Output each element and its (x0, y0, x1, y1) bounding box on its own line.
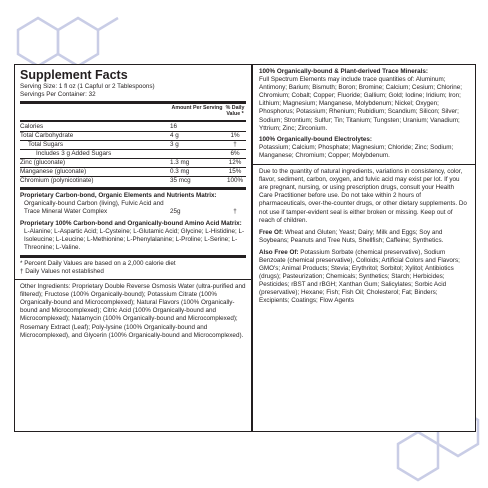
nutrient-dv: 100% (226, 177, 244, 185)
nutrient-name: Manganese (gluconate) (20, 168, 87, 176)
supplement-facts-title: Supplement Facts (20, 68, 128, 82)
table-row (20, 140, 246, 149)
carbon-matrix-description: Organically-bound Carbon (living), Fulvic Acid and Trace Mineral Water Complex (24, 200, 164, 216)
nutrient-dv: 12% (228, 158, 242, 166)
carbon-matrix-title: Proprietary Carbon-bond, Organic Elements and Nutrients Matrix: (20, 192, 217, 200)
nutrient-dv: 6% (230, 149, 240, 157)
nutrient-name: Total Sugars (28, 140, 64, 148)
nutrient-amount: 1.3 mg (170, 158, 190, 166)
ingredients-info-panel (252, 64, 476, 432)
nutrient-name: Includes 3 g Added Sugars (36, 149, 112, 157)
nutrient-amount (170, 150, 224, 158)
free-of-label: Free Of: (259, 228, 284, 236)
also-free-of-label: Also Free Of: (259, 248, 299, 256)
nutrient-dv: 1% (230, 131, 240, 139)
carbon-matrix-dv: † (233, 208, 237, 216)
nutrient-name: Chromium (polynicotinate) (20, 177, 94, 185)
also-free-of-text: Potassium Sorbate (chemical preservative), Sodium Benzoate (chemical preservative), Colloids; Artificial Colors and Flavors; GMO's; Animal Products; Stevia; Erythritol; Sorbitol; Xylitol; Antibiotics (drugs); Pasteurization; Chemicals; Synthetics; Starch; Herbicides; Pesticides; rBST and rBGH; Xanthan Gum; Salicylates; Sorbic Acid (preservative); Hexane; Fish; Fish Oil; Cholesterol; Fat; Binders; Excipients; Coatings; Flow Agents (259, 248, 460, 305)
nutrient-amount: 0.3 mg (170, 168, 190, 176)
warning-text: Due to the quantity of natural ingredients, variations in consistency, color, flavor, sediment, carbon, oxygen, and fulvic acid may exist per lot. If you are pregnant, nursing, or using prescription drugs, consult your Health Care Practitioner before use. Do not take within 2 hours of pharmaceuticals, over-the-counter drugs, or other dietary supplements. Do not use if tamper-evident seal is either broken or missing. Keep out of reach of children. (259, 168, 467, 224)
daily-value-header: % Daily Value * (225, 105, 245, 118)
footnote-not-established: † Daily Values not established (20, 268, 104, 275)
trace-minerals-title: 100% Organically-bound & Plant-derived Trace Minerals: (259, 68, 429, 75)
facts-table (20, 120, 246, 186)
nutrient-amount: 35 mcg (170, 177, 191, 185)
free-of-text: Wheat and Gluten; Yeast; Dairy; Milk and Eggs; Soy and Soybeans; Peanuts and Tree Nuts, Shellfish; Caffeine; Synthetics. (259, 228, 444, 244)
table-row (20, 158, 246, 167)
amino-acid-list: L-Alanine; L-Aspartic Acid; L-Cysteine; L-Glutamic Acid; Glycine; L-Histidine; L-Isoleucine; L-Leucine; L-Methionine; L-Phenylalanine; L-Proline; L-Serine; L-Threonine; L-Valine. (24, 227, 245, 251)
table-row (20, 131, 246, 140)
table-row (20, 167, 246, 176)
table-row (20, 176, 246, 185)
nutrient-name: Zinc (gluconate) (20, 158, 66, 166)
trace-minerals-text: Full Spectrum Elements may include trace quantities of: Aluminum; Antimony; Barium; Bismuth; Boron; Bromine; Calcium; Cesium; Chlorine; Chromium; Cobalt; Copper; Fluoride; Gallium; Gold; Iodine; Iridium; Iron; Lithium; Magnesium; Manganese, Molybdenum; Nickel; Oxygen; Phosphorus; Potassium; Rhenium; Rubidium; Scandium; Silicon; Silver; Sodium; Strontium; Sulfur; Tin; Titanium; Tungsten; Uranium; Vanadium; Yttrium; Zinc; Zirconium. (259, 76, 462, 132)
carbon-matrix-amount: 25g (170, 208, 181, 216)
table-row (20, 149, 246, 158)
nutrient-dv: 15% (228, 168, 242, 176)
supplement-facts-panel (14, 64, 252, 432)
electrolytes-text: Potassium; Calcium; Phosphate; Magnesium; Chloride; Zinc; Sodium; Manganese; Chromium; Copper; Molybdenum. (259, 143, 454, 159)
nutrient-dv (224, 123, 246, 131)
nutrient-name: Calories (20, 122, 44, 130)
electrolytes-title: 100% Organically-bound Electrolytes: (259, 135, 373, 143)
amount-per-serving-header: Amount Per Serving (171, 105, 223, 112)
nutrient-name: Total Carbohydrate (20, 131, 74, 139)
other-ingredients: Other Ingredients: Proprietary Double Reverse Osmosis Water (ultra-purified and filtered); Fructose (100% Organically-bound); Potassium Citrate (100% Organically-bound and Microcomplexed); Natural Flavors (100% Organically-bound and Microcomplexed); Citric Acid (100% Organically-bound and Microcomplexed); Natamycin (100% Organically-bound and Microcomplexed); Rosemary Extract (Leaf); Poly-lysine (100% Organically-bound and Microcomplexed), and Glycerin (100% Organically-bound and Microcomplexed). (20, 283, 246, 339)
serving-size: Serving Size: 1 fl oz (1 Capful or 2 Tablespoons) (20, 83, 155, 90)
nutrient-amount: 3 g (170, 140, 179, 148)
footnote-daily-values: * Percent Daily Values are based on a 2,000 calorie diet (20, 259, 176, 267)
carbon-matrix-section (20, 190, 246, 252)
nutrient-dv: † (233, 140, 237, 148)
amino-matrix-title: Proprietary 100% Carbon-bond and Organically-bound Amino Acid Matrix: (20, 219, 242, 227)
nutrient-amount: 16 (170, 122, 178, 130)
facts-table-header (20, 105, 246, 117)
servings-per-container: Servings Per Container: 32 (20, 91, 96, 99)
nutrient-amount: 4 g (170, 131, 179, 139)
table-row (20, 122, 246, 131)
